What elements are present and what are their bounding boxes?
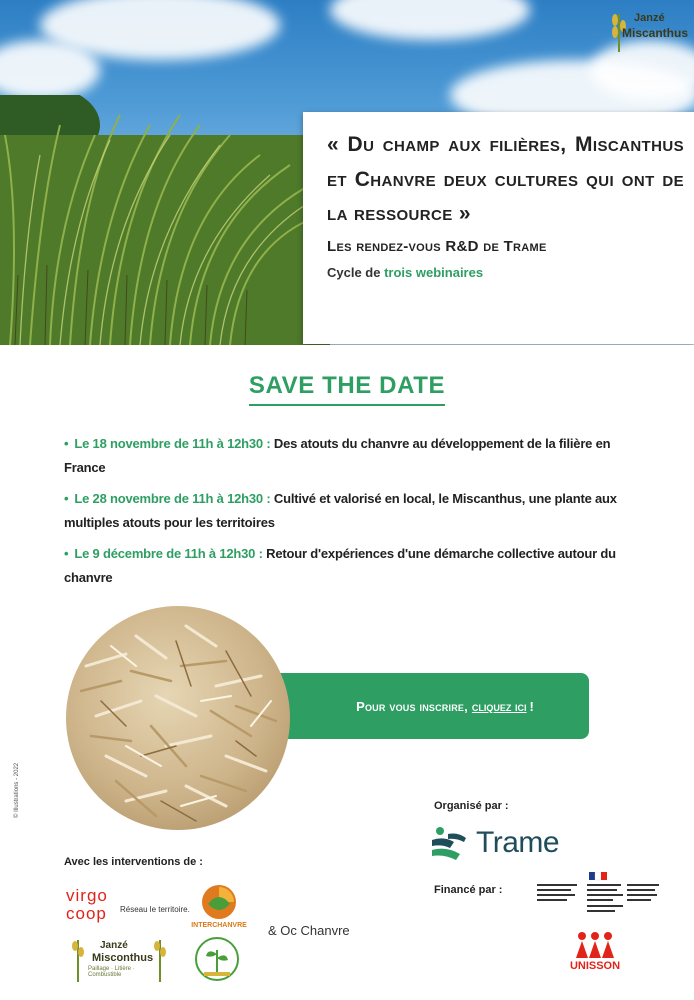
virgo-coop-logo: [66, 886, 190, 926]
miscanthus-field-image: [0, 95, 330, 345]
interchanvre-logo: [186, 882, 252, 932]
bullet-icon: •: [64, 436, 69, 451]
event-date: Le 28 novembre de 11h à 12h30 :: [74, 491, 271, 507]
side-credit: © Illustrations - 2022: [14, 762, 20, 818]
interchanvre-mark-icon: [186, 882, 252, 922]
coop-wordmark: coop: [66, 904, 107, 923]
interchanvre-wordmark: INTERCHANVRE: [191, 922, 247, 929]
logo-text-miscanthus: Misconthus: [92, 952, 154, 964]
register-suffix: !: [529, 698, 534, 714]
trame-logo: [430, 822, 580, 866]
register-text: Pour vous inscrire,: [356, 698, 468, 714]
financed-by-label: Financé par :: [434, 884, 503, 896]
event-description: Retour d'expériences d'une démarche collective autour du chanvre: [64, 546, 616, 586]
unisson-logo: [560, 928, 630, 976]
trame-mark-icon: [430, 824, 470, 864]
register-link[interactable]: cliquez ici: [471, 698, 527, 714]
cycle-line: [327, 265, 684, 280]
virgo-tagline: Réseau le territoire.: [120, 905, 190, 914]
logo-text-janze: Janzé: [634, 12, 665, 24]
logo-text-janze: Janzé: [100, 940, 128, 951]
bullet-icon: •: [64, 546, 69, 562]
janze-miscanthus-logo: [604, 6, 689, 54]
page-subtitle: Les rendez-vous R&D de Trame: [327, 237, 547, 255]
cloud-shape: [330, 0, 530, 40]
unisson-wordmark: UNISSON: [569, 960, 621, 972]
french-republic-logo: [537, 872, 659, 916]
logo-text-miscanthus: Miscanthus: [622, 26, 689, 40]
interventions-label: Avec les interventions de :: [64, 856, 203, 868]
bullet-icon: •: [64, 491, 69, 507]
save-the-date-heading: [0, 372, 694, 406]
cycle-prefix: Cycle de: [327, 264, 385, 280]
logo-tagline: Paillage · Litière · Combustible: [88, 966, 135, 978]
event-date: Le 18 novembre de 11h à 12h30 :: [74, 436, 271, 451]
janze-miscanthus-footer-logo: [68, 934, 168, 984]
hemp-straw-image: [66, 606, 290, 830]
virgo-wordmark: virgo: [66, 886, 108, 905]
hemp-texture: [66, 606, 290, 830]
cycle-highlight: trois webinaires: [384, 264, 484, 280]
event-date: Le 9 décembre de 11h à 12h30 :: [74, 546, 263, 562]
organised-by-label: Organisé par :: [434, 800, 509, 812]
register-button[interactable]: [275, 673, 589, 739]
event-item: [64, 542, 644, 590]
fibre-local-logo: [194, 936, 240, 982]
people-icon: [560, 928, 630, 960]
event-description: Cultivé et valorisé en local, le Miscanthus, une plante aux multiples atouts pour les territoires: [64, 491, 617, 531]
trame-wordmark: Trame: [476, 826, 560, 859]
hero-banner: [0, 0, 694, 345]
event-description: Des atouts du chanvre au développement de la filière en France: [64, 436, 611, 476]
event-item: [64, 487, 644, 535]
oc-chanvre-text: & Oc Chanvre: [268, 923, 350, 938]
page-title: « Du champ aux filières, Miscanthus et Chanvre deux cultures qui ont de la ressource »: [327, 133, 684, 226]
event-list: [64, 432, 644, 597]
save-the-date-text: SAVE THE DATE: [249, 372, 445, 406]
title-card: [303, 112, 694, 344]
event-item: [64, 432, 644, 480]
